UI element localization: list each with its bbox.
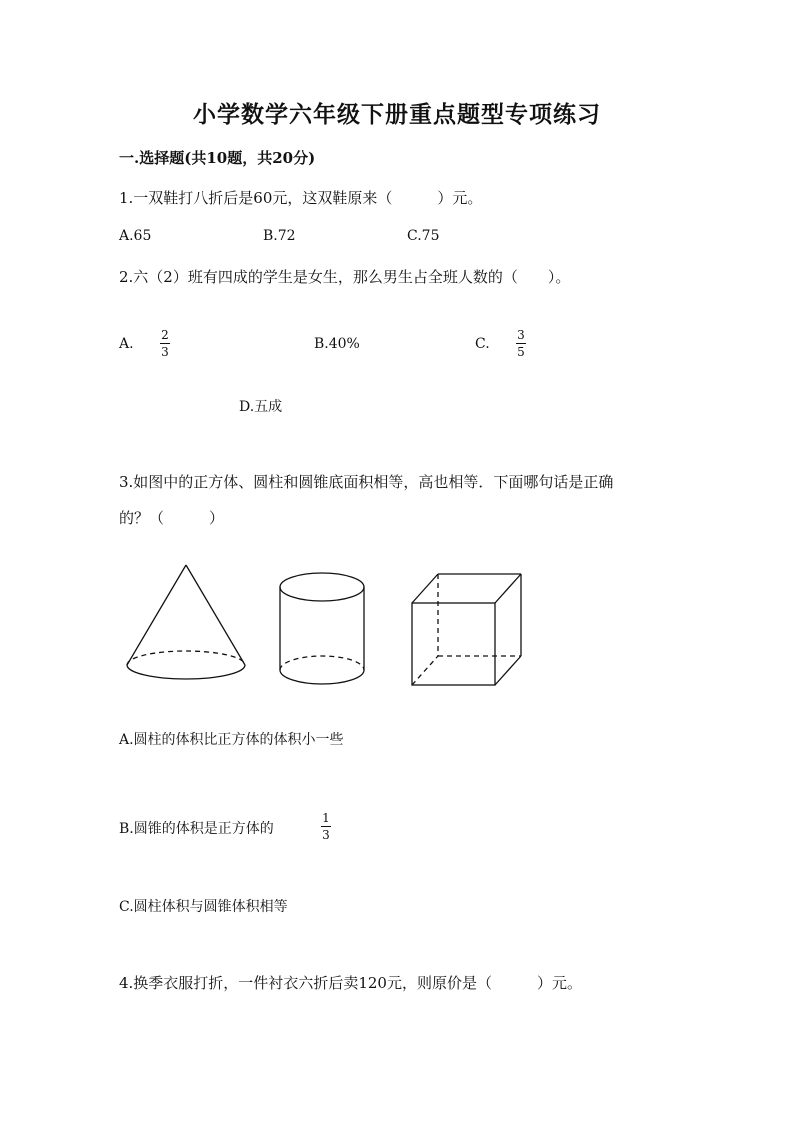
fraction-numerator: 1 — [322, 811, 330, 825]
question-2-option-c-label: C. — [475, 336, 490, 352]
question-2-option-a-label: A. — [119, 336, 134, 352]
question-1-option-b: B.72 — [263, 228, 296, 244]
question-1-option-c: C.75 — [407, 228, 440, 244]
question-3-option-b-label: B.圆锥的体积是正方体的 — [119, 821, 274, 837]
fraction-bar — [516, 343, 526, 344]
question-4-text: 4.换季衣服打折，一件衬衣六折后卖120元，则原价是（ ）元。 — [119, 974, 582, 992]
question-2-text: 2.六（2）班有四成的学生是女生，那么男生占全班人数的（ ）。 — [119, 268, 571, 286]
question-2-option-c-fraction — [516, 328, 526, 359]
cylinder-figure — [280, 573, 364, 684]
question-3-option-a: A.圆柱的体积比正方体的体积小一些 — [119, 732, 344, 748]
question-2-option-d: D.五成 — [239, 399, 283, 415]
question-2-option-b: B.40% — [314, 336, 360, 352]
question-3-option-c: C.圆柱体积与圆锥体积相等 — [119, 899, 288, 915]
fraction-bar — [160, 343, 170, 344]
question-3-option-b-fraction — [321, 811, 331, 842]
fraction-bar — [321, 826, 331, 827]
page-title: 小学数学六年级下册重点题型专项练习 — [193, 101, 601, 128]
cube-figure — [412, 574, 521, 685]
fraction-denominator: 5 — [517, 345, 525, 359]
question-3-text-line-1: 3.如图中的正方体、圆柱和圆锥底面积相等，高也相等．下面哪句话是正确 — [119, 473, 614, 491]
fraction-numerator: 3 — [517, 328, 525, 342]
fraction-numerator: 2 — [161, 328, 169, 342]
question-1-text: 1.一双鞋打八折后是60元，这双鞋原来（ ）元。 — [119, 189, 483, 207]
question-3-text-line-2: 的？（ ） — [119, 509, 225, 527]
cone-figure — [127, 565, 245, 679]
question-2-option-a-fraction — [160, 328, 170, 359]
question-1-option-a: A.65 — [119, 228, 152, 244]
geometry-figures — [110, 555, 550, 705]
fraction-denominator: 3 — [322, 828, 330, 842]
section-heading: 一.选择题(共10题，共20分) — [119, 149, 316, 167]
fraction-denominator: 3 — [161, 345, 169, 359]
